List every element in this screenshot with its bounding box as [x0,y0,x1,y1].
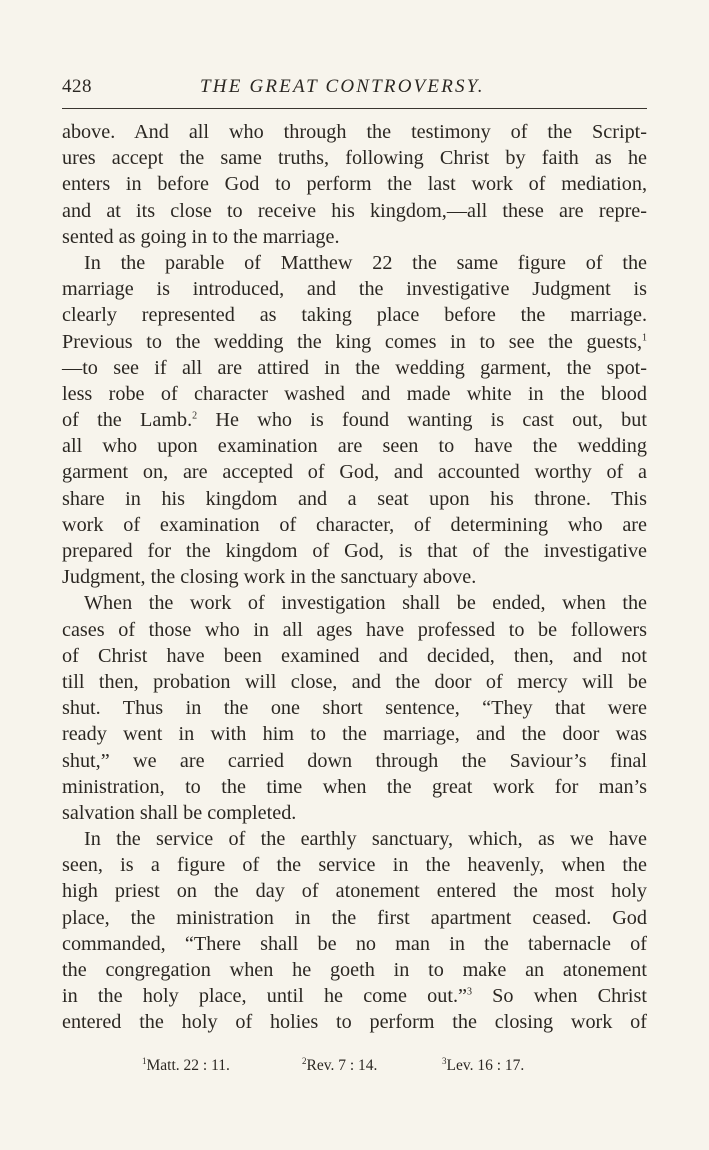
text-line: in the holy place, until he come out.”$^3$ So when Christ [62,985,647,1008]
body-text [62,119,647,1036]
text-line: ready went in with him to the marriage, and the door was [62,723,647,746]
text-line: salvation shall be completed. [62,801,297,824]
text-line: shut,” we are carried down through the Saviour’s final [62,749,647,772]
footnote-ref: 3 [466,986,472,998]
text-line: work of examination of character, of determining who are [62,513,647,536]
book-page [62,0,647,1150]
text-line: of the Lamb.$^2$ He who is found wanting is cast out, but [62,409,647,432]
text-line: till then, probation will close, and the door of mercy will be [62,670,647,693]
text-line: Previous to the wedding the king comes in to see the guests,$^1$ [62,330,647,353]
footnote: $^2$Rev. 7 : 14. [302,1055,378,1074]
text-line: commanded, “There shall be no man in the tabernacle of [62,932,647,955]
text-line: prepared for the kingdom of God, is that of the investigative [62,540,647,562]
text-line: When the work of investigation shall be ended, when the [84,592,647,615]
text-line: Judgment, the closing work in the sanctuary above. [62,566,477,589]
text-line: entered the holy of holies to perform the closing work of [62,1011,647,1034]
text-line: less robe of character washed and made white in the blood [62,382,647,405]
footnote: $^3$Lev. 16 : 17. [442,1055,525,1074]
text-line: place, the ministration in the first apartment ceased. God [62,906,647,929]
text-line: of Christ have been examined and decided, then, and not [62,644,647,667]
text-line: high priest on the day of atonement entered the most holy [62,880,647,903]
text-line: all who upon examination are seen to have the wedding [62,435,647,458]
footnote-ref: 2 [192,410,198,422]
text-line: enters in before God to perform the last work of mediation, [62,173,647,196]
text-line: cases of those who in all ages have professed to be followers [62,618,647,641]
text-line: —to see if all are attired in the wedding garment, the spot- [62,356,647,379]
footnote: $^1$Matt. 22 : 11. [142,1055,230,1074]
page-number: 428 [62,76,92,97]
page-header [62,76,647,104]
text-line: the congregation when he goeth in to make an atonement [62,959,647,981]
header-rule [62,108,647,109]
text-line: clearly represented as taking place before the marriage. [62,304,647,327]
text-line: ministration, to the time when the great work for man’s [62,775,647,798]
footnote-ref: 1 [642,331,647,343]
text-line: above. And all who through the testimony of the Script- [62,121,647,143]
running-title: THE GREAT CONTROVERSY. [200,76,485,97]
text-line: marriage is introduced, and the investigative Judgment is [62,278,647,301]
text-line: In the service of the earthly sanctuary, which, as we have [84,828,647,851]
text-line: In the parable of Matthew 22 the same figure of the [84,251,647,274]
text-line: garment on, are accepted of God, and accounted worthy of a [62,461,647,484]
text-line: and at its close to receive his kingdom,—all these are repre- [62,199,647,222]
text-line: shut. Thus in the one short sentence, “They that were [62,697,647,720]
text-line: ures accept the same truths, following Christ by faith as he [62,147,647,170]
text-line: seen, is a figure of the service in the heavenly, when the [62,854,647,877]
text-line: share in his kingdom and a seat upon his throne. This [62,487,647,510]
text-line: sented as going in to the marriage. [62,225,340,248]
